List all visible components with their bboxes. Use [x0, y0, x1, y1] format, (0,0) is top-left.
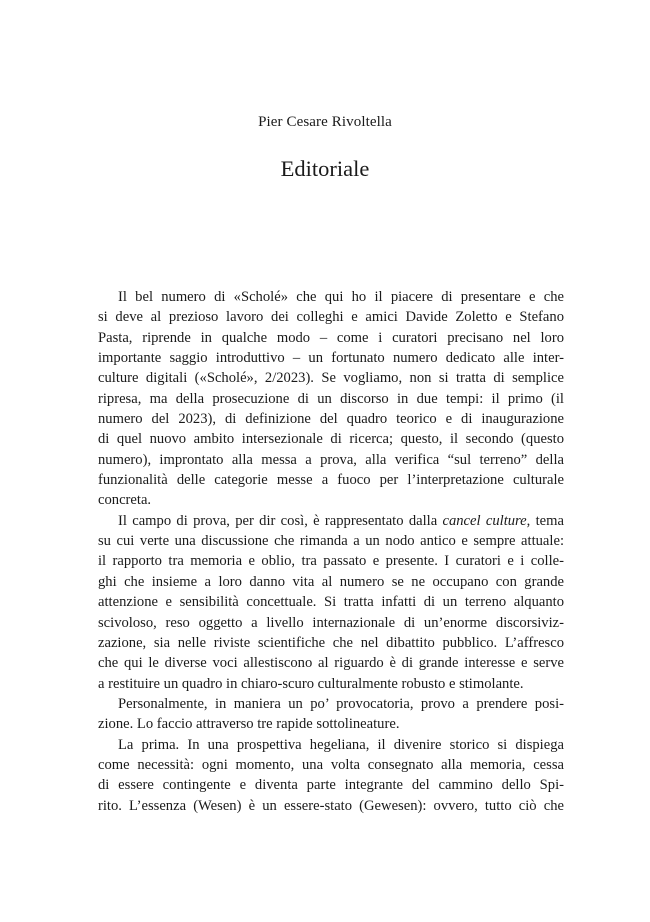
text-line: importante saggio introduttivo – un fortunato numero dedicato alle inter-	[98, 350, 564, 367]
text-line: rito. L’essenza (Wesen) è un essere-stato (Gewesen): ovvero, tutto ciò che	[98, 797, 564, 814]
text-line: che qui le diverse voci allestiscono al riguardo è di grande interesse e serve	[98, 655, 564, 672]
text-run: , tema	[526, 512, 564, 529]
text-run: Il campo di prova, per dir così, è rappresentato dalla	[118, 512, 443, 529]
text-line: Pasta, riprende in qualche modo – come i curatori precisano nel loro	[98, 329, 564, 346]
text-line	[98, 511, 564, 531]
text-line: ripresa, ma della prosecuzione di un discorso in due tempi: il primo (il	[98, 390, 564, 407]
text-line: a restituire un quadro in chiaro-scuro culturalmente robusto e stimolante.	[98, 675, 524, 692]
text-line: concreta.	[98, 492, 152, 509]
paragraph-1	[98, 287, 564, 511]
italic-term: cancel culture	[442, 512, 527, 529]
text-line: scivoloso, reso oggetto a livello internazionale di un’enorme discorsiviz-	[98, 614, 564, 631]
text-line: numero del 2023), di definizione del quadro teorico e di inaugurazione	[98, 411, 564, 428]
text-line: come necessità: ogni momento, una volta consegnato alla memoria, cessa	[98, 756, 564, 773]
text-line: si deve al prezioso lavoro dei colleghi e amici Davide Zoletto e Stefano	[98, 309, 564, 326]
paragraph-2	[98, 511, 564, 694]
text-line: numero), improntato alla messa a prova, alla verifica “sul terreno” della	[98, 451, 564, 468]
article-body	[98, 287, 564, 816]
paragraph-4	[98, 735, 564, 816]
text-line: di essere contingente e diventa parte integrante del cammino dello Spi-	[98, 777, 564, 794]
text-line: Personalmente, in maniera un po’ provocatoria, provo a prendere posi-	[118, 695, 564, 712]
text-line: attenzione e sensibilità concettuale. Si tratta infatti di un terreno alquanto	[98, 594, 564, 611]
text-line: su cui verte una discussione che rimanda a un nodo antico e sempre attuale:	[98, 533, 564, 550]
text-line: di quel nuovo ambito intersezionale di ricerca; questo, il secondo (questo	[98, 431, 564, 448]
text-line: zione. Lo faccio attraverso tre rapide sottolineature.	[98, 716, 400, 733]
author-name: Pier Cesare Rivoltella	[258, 114, 392, 130]
text-line: Il bel numero di «Scholé» che qui ho il piacere di presentare e che	[118, 289, 564, 305]
text-line: culture digitali («Scholé», 2/2023). Se vogliamo, non si tratta di semplice	[98, 370, 564, 387]
text-line: La prima. In una prospettiva hegeliana, il divenire storico si dispiega	[118, 736, 564, 753]
page-title: Editoriale	[280, 156, 370, 181]
paragraph-3	[98, 694, 564, 735]
text-line: ghi che insieme a loro danno vita al numero se ne occupano con grande	[98, 573, 564, 590]
text-line: funzionalità delle categorie messe a fuoco per l’interpretazione culturale	[98, 472, 564, 489]
text-line: il rapporto tra memoria e oblio, tra passato e presente. I curatori e i colle-	[98, 553, 564, 570]
text-line: zazione, sia nelle riviste scientifiche che nel dibattito pubblico. L’affresco	[98, 634, 564, 651]
